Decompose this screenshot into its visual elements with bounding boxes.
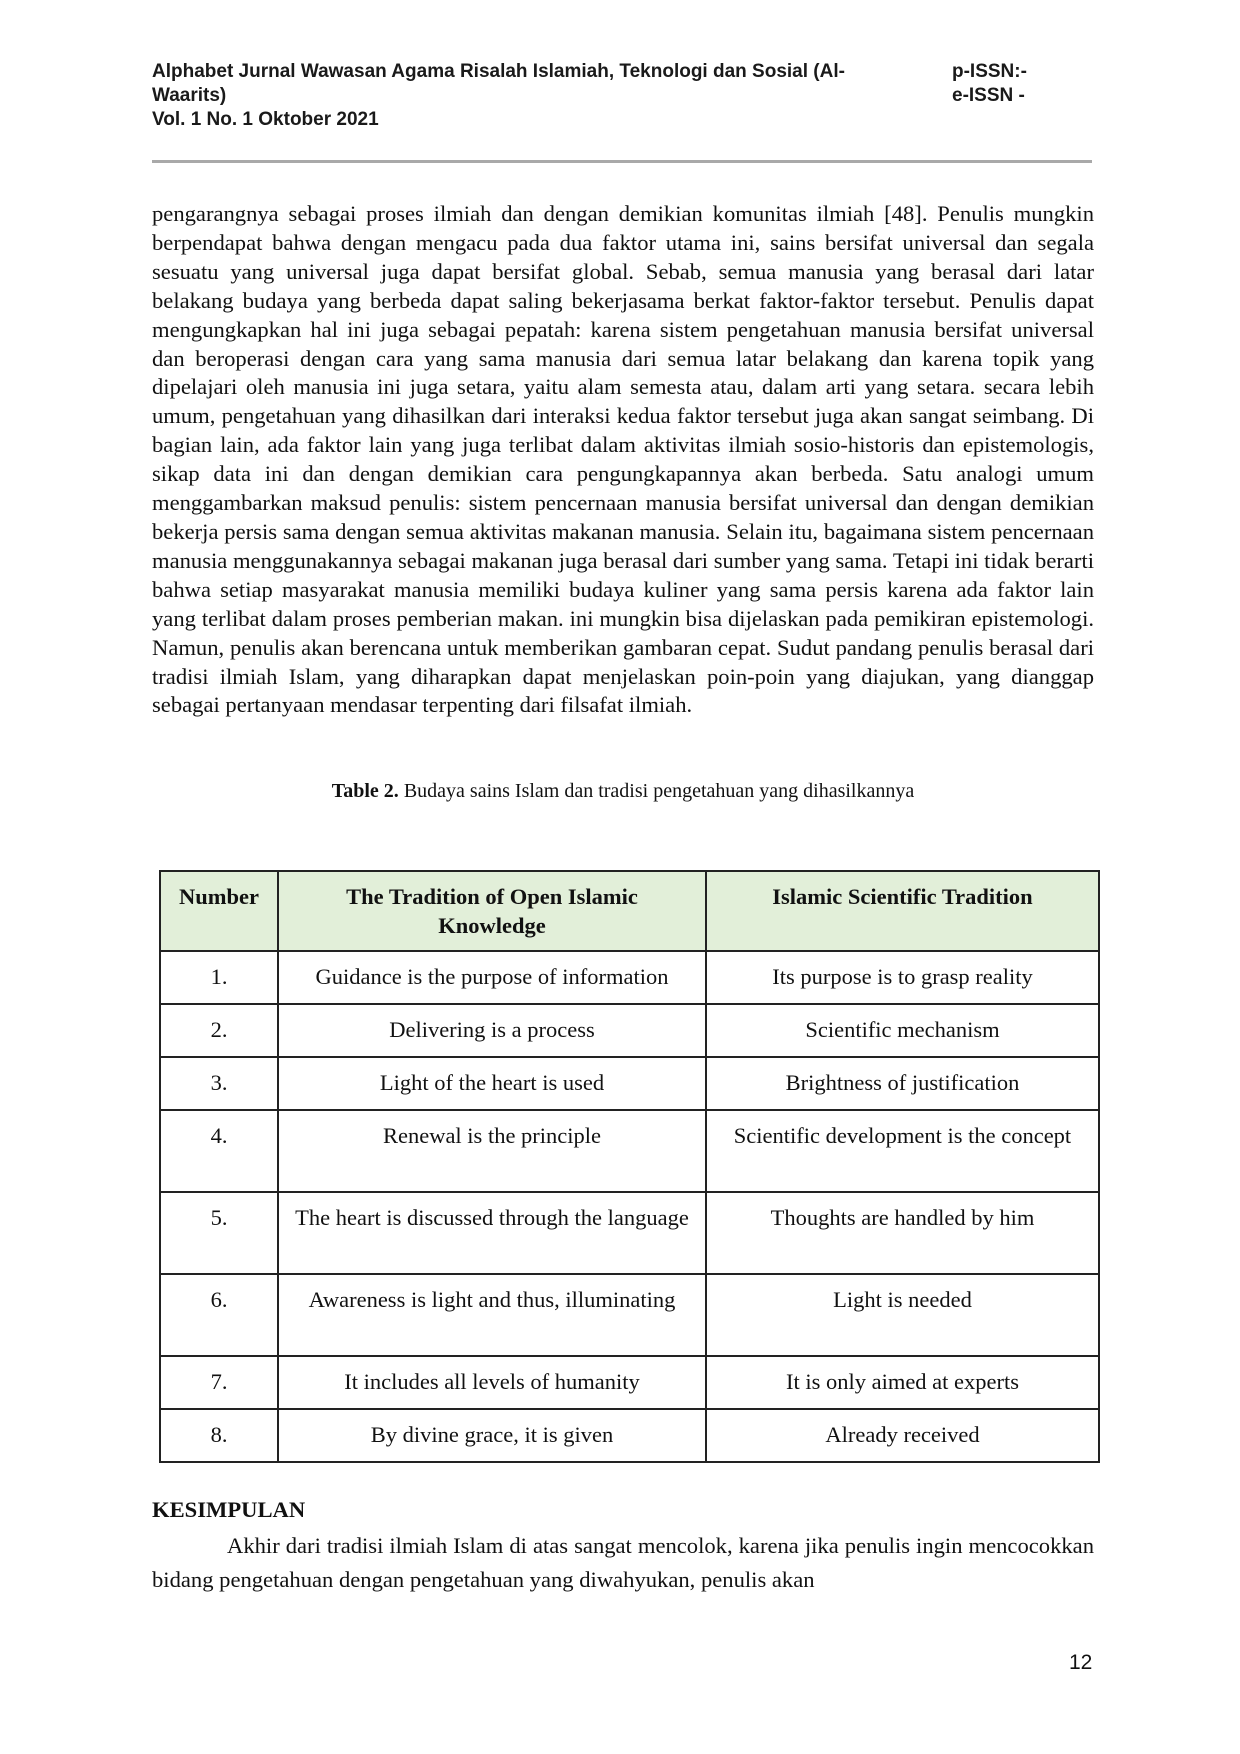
conclusion-block bbox=[152, 1529, 1094, 1597]
journal-volume: Vol. 1 No. 1 Oktober 2021 bbox=[152, 109, 379, 130]
row-open-tradition: Light of the heart is used bbox=[278, 1057, 706, 1110]
table-row bbox=[160, 1004, 1099, 1057]
p-issn: p-ISSN:- bbox=[952, 61, 1027, 82]
row-scientific-tradition: Already received bbox=[706, 1409, 1099, 1462]
row-number: 8. bbox=[160, 1409, 278, 1462]
row-scientific-tradition: Light is needed bbox=[706, 1274, 1099, 1356]
body-paragraph: pengarangnya sebagai proses ilmiah dan dengan demikian komunitas ilmiah [48]. Penulis mungkin berpendapat bahwa dengan mengacu pada dua faktor utama ini, sains bersifat universal dan segala sesuatu yang universal juga dapat bersifat global. Sebab, semua manusia yang berasal dari latar belakang budaya yang berbeda dapat saling bekerjasama berkat faktor-faktor tersebut. Penulis dapat mengungkapkan hal ini juga sebagai pepatah: karena sistem pengetahuan manusia bersifat universal dan beroperasi dengan cara yang sama manusia dari semua latar belakang dan karena topik yang dipelajari oleh manusia ini juga setara, yaitu alam semesta atau, dalam arti yang setara. secara lebih umum, pengetahuan yang dihasilkan dari interaksi kedua faktor tersebut juga akan sangat seimbang. Di bagian lain, ada faktor lain yang juga terlibat dalam aktivitas ilmiah sosio-historis dan epistemologis, sikap data ini dan dengan demikian cara pengungkapannya akan berbeda. Satu analogi umum menggambarkan maksud penulis: sistem pencernaan manusia bersifat universal dan dengan demikian bekerja persis sama dengan semua aktivitas makanan manusia. Selain itu, bagaimana sistem pencernaan manusia menggunakannya sebagai makanan juga berasal dari sumber yang sama. Tetapi ini tidak berarti bahwa setiap masyarakat manusia memiliki budaya kuliner yang sama persis karena ada faktor lain yang terlibat dalam proses pemberian makan. ini mungkin bisa dijelaskan pada pemikiran epistemologi. Namun, penulis akan berencana untuk memberikan gambaran cepat. Sudut pandang penulis berasal dari tradisi ilmiah Islam, yang diharapkan dapat menjelaskan poin-poin yang diajukan, yang dianggap sebagai pertanyaan mendasar terpenting dari filsafat ilmiah. bbox=[152, 201, 1094, 718]
row-number: 2. bbox=[160, 1004, 278, 1057]
row-open-tradition: Delivering is a process bbox=[278, 1004, 706, 1057]
row-number: 6. bbox=[160, 1274, 278, 1356]
header-open-tradition: The Tradition of Open Islamic Knowledge bbox=[278, 871, 706, 951]
row-scientific-tradition: Scientific mechanism bbox=[706, 1004, 1099, 1057]
row-open-tradition: It includes all levels of humanity bbox=[278, 1356, 706, 1409]
row-open-tradition: The heart is discussed through the language bbox=[278, 1192, 706, 1274]
body-paragraph-block bbox=[152, 200, 1094, 720]
conclusion-heading: KESIMPULAN bbox=[152, 1497, 306, 1522]
row-number: 1. bbox=[160, 951, 278, 1004]
page-number: 12 bbox=[1069, 1651, 1093, 1674]
table-row bbox=[160, 1274, 1099, 1356]
table-row bbox=[160, 1409, 1099, 1462]
row-number: 3. bbox=[160, 1057, 278, 1110]
table-header-row bbox=[160, 871, 1099, 951]
row-scientific-tradition: Its purpose is to grasp reality bbox=[706, 951, 1099, 1004]
journal-title-line2: Waarits) bbox=[152, 85, 227, 106]
issn-info bbox=[952, 60, 1027, 108]
header-divider bbox=[152, 160, 1092, 163]
journal-info bbox=[152, 60, 872, 132]
header-scientific-tradition: Islamic Scientific Tradition bbox=[706, 871, 1099, 951]
row-scientific-tradition: It is only aimed at experts bbox=[706, 1356, 1099, 1409]
table-row bbox=[160, 1192, 1099, 1274]
table-caption-label: Table 2. bbox=[331, 780, 399, 802]
row-open-tradition: Renewal is the principle bbox=[278, 1110, 706, 1192]
row-scientific-tradition: Brightness of justification bbox=[706, 1057, 1099, 1110]
row-number: 5. bbox=[160, 1192, 278, 1274]
row-scientific-tradition: Thoughts are handled by him bbox=[706, 1192, 1099, 1274]
table-row bbox=[160, 1356, 1099, 1409]
row-number: 4. bbox=[160, 1110, 278, 1192]
comparison-table bbox=[159, 870, 1100, 1463]
table-row bbox=[160, 1057, 1099, 1110]
table-row bbox=[160, 951, 1099, 1004]
table-caption-text: Budaya sains Islam dan tradisi pengetahuan yang dihasilkannya bbox=[398, 780, 915, 802]
table-caption bbox=[152, 780, 1094, 803]
page-header bbox=[152, 60, 1090, 132]
header-number: Number bbox=[160, 871, 278, 951]
table-row bbox=[160, 1110, 1099, 1192]
row-open-tradition: By divine grace, it is given bbox=[278, 1409, 706, 1462]
journal-title-line1: Alphabet Jurnal Wawasan Agama Risalah Islamiah, Teknologi dan Sosial (Al- bbox=[152, 61, 845, 82]
conclusion-paragraph: Akhir dari tradisi ilmiah Islam di atas sangat mencolok, karena jika penulis ingin mencocokkan bidang pengetahuan dengan pengetahuan yang diwahyukan, penulis akan bbox=[152, 1533, 1094, 1592]
row-scientific-tradition: Scientific development is the concept bbox=[706, 1110, 1099, 1192]
row-number: 7. bbox=[160, 1356, 278, 1409]
row-open-tradition: Guidance is the purpose of information bbox=[278, 951, 706, 1004]
e-issn: e-ISSN - bbox=[952, 85, 1025, 106]
row-open-tradition: Awareness is light and thus, illuminating bbox=[278, 1274, 706, 1356]
